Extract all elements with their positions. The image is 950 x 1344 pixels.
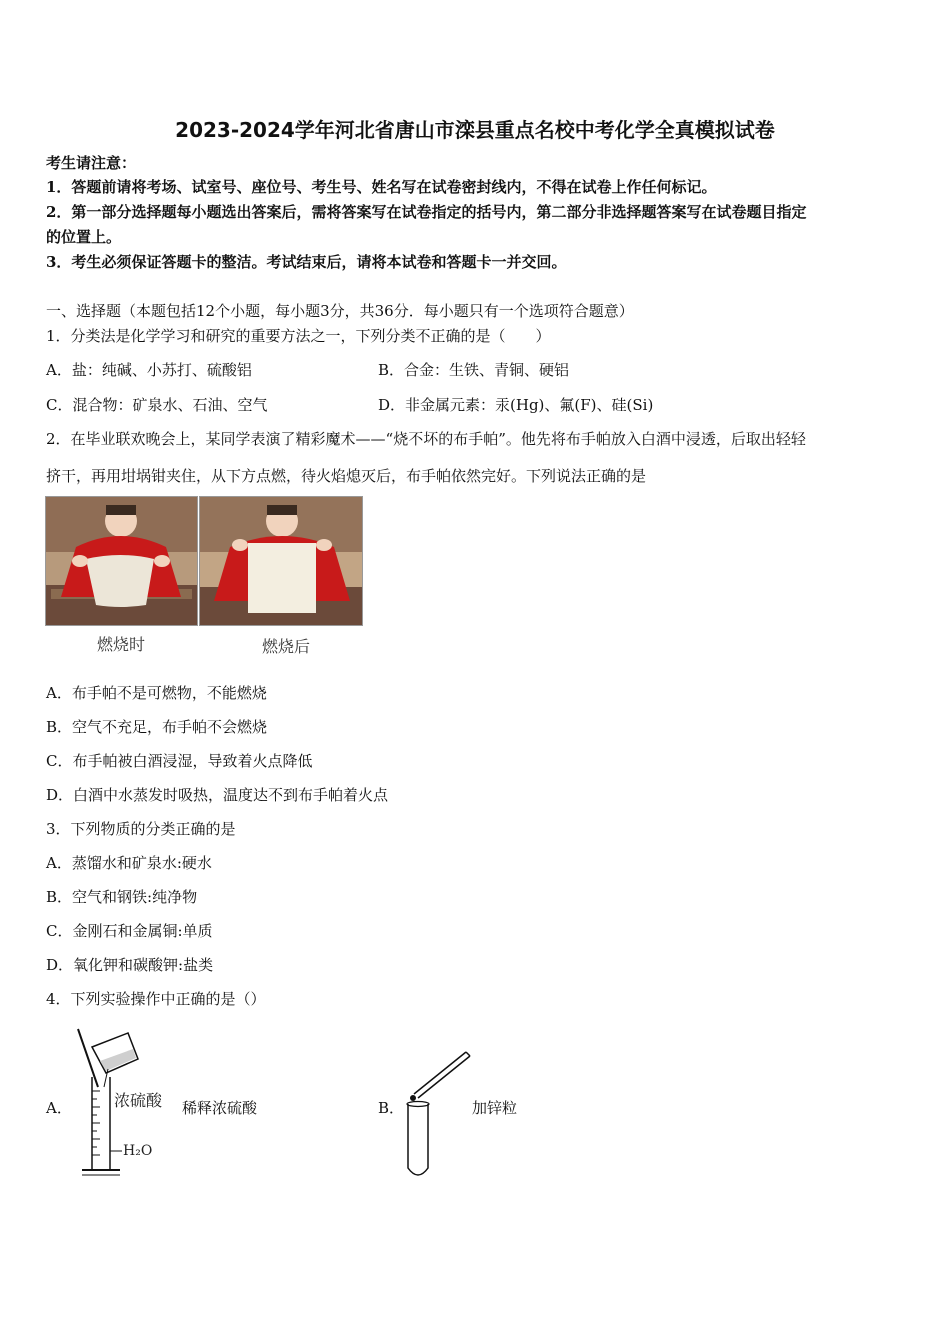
notice-item-3: 3．考生必须保证答题卡的整洁。考试结束后，请将本试卷和答题卡一并交回。 [46, 253, 567, 271]
label-water: H₂O [123, 1143, 153, 1159]
section-heading: 一、选择题（本题包括12个小题，每小题3分，共36分．每小题只有一个选项符合题意） [46, 302, 634, 320]
q1-option-c: C．混合物：矿泉水、石油、空气 [46, 396, 268, 414]
q2-option-a: A．布手帕不是可燃物，不能燃烧 [46, 684, 267, 702]
q1-option-a: A．盐：纯碱、小苏打、硫酸铝 [46, 361, 252, 379]
q2-stem-line1: 2．在毕业联欢晚会上，某同学表演了精彩魔术——“烧不坏的布手帕”。他先将布手帕放入白酒中浸透，后取出轻轻 [46, 430, 806, 448]
q4-option-b-label: B． [378, 1099, 405, 1117]
q4-option-a-label: A． [46, 1099, 72, 1117]
q2-option-c: C．布手帕被白酒浸湿，导致着火点降低 [46, 752, 313, 770]
q3-stem: 3．下列物质的分类正确的是 [46, 820, 236, 838]
q3-option-b: B．空气和钢铁:纯净物 [46, 888, 198, 906]
q1-stem: 1．分类法是化学学习和研究的重要方法之一，下列分类不正确的是（ ） [46, 327, 551, 345]
q2-option-b: B．空气不充足，布手帕不会燃烧 [46, 718, 268, 736]
notice-item-2: 2．第一部分选择题每小题选出答案后，需将答案写在试卷指定的括号内，第二部分非选择题答案写在试卷题目指定 [46, 203, 807, 221]
caption-burning: 燃烧时 [97, 635, 146, 654]
photo-after-burning [199, 496, 363, 626]
q3-option-d: D．氧化钾和碳酸钾:盐类 [46, 956, 214, 974]
photo-burning [45, 496, 198, 626]
q1-option-b: B．合金：生铁、青铜、硬铝 [378, 361, 570, 379]
q4-option-a-text: 稀释浓硫酸 [182, 1099, 258, 1117]
page-title: 2023-2024学年河北省唐山市滦县重点名校中考化学全真模拟试卷 [175, 118, 775, 142]
q4-stem: 4．下列实验操作中正确的是（） [46, 990, 266, 1008]
q2-stem-line2: 挤干，再用坩埚钳夹住，从下方点燃，待火焰熄灭后，布手帕依然完好。下列说法正确的是 [46, 467, 647, 485]
q3-option-a: A．蒸馏水和矿泉水:硬水 [46, 854, 212, 872]
q1-option-d: D．非金属元素：汞(Hg)、氟(F)、硅(Si) [378, 396, 654, 414]
notice-heading: 考生请注意： [46, 154, 137, 172]
add-zinc-diagram [398, 1046, 478, 1182]
q4-option-b-text: 加锌粒 [472, 1099, 518, 1117]
caption-after-burning: 燃烧后 [262, 637, 311, 656]
q2-option-d: D．白酒中水蒸发时吸热，温度达不到布手帕着火点 [46, 786, 389, 804]
q3-option-c: C．金刚石和金属铜:单质 [46, 922, 213, 940]
label-concentrated-sulfuric-acid: 浓硫酸 [114, 1091, 163, 1110]
notice-item-1: 1．答题前请将考场、试室号、座位号、考生号、姓名写在试卷密封线内，不得在试卷上作任何标记。 [46, 178, 717, 196]
notice-item-2-cont: 的位置上。 [46, 228, 122, 246]
